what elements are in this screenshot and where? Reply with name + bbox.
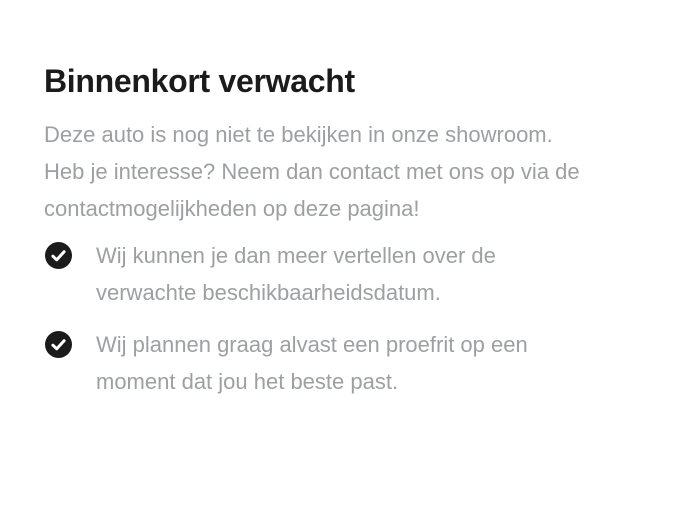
feature-text [96,237,496,311]
intro-line-2: Heb je interesse? Neem dan contact met ons op via de [44,159,580,184]
intro-text [44,116,600,227]
list-item [44,326,600,400]
feature-line: Wij kunnen je dan meer vertellen over de [96,243,496,268]
check-circle-icon [45,331,72,358]
feature-text [96,326,528,400]
check-circle-bg [45,242,72,269]
check-circle-bg [45,331,72,358]
intro-line-3: contactmogelijkheden op deze pagina! [44,196,420,221]
feature-line: verwachte beschikbaarheidsdatum. [96,280,441,305]
feature-list [44,237,600,400]
intro-line-1: Deze auto is nog niet te bekijken in onze showroom. [44,122,553,147]
list-item [44,237,600,311]
check-circle-icon [45,242,72,269]
page-title: Binnenkort verwacht [44,63,355,99]
feature-line: Wij plannen graag alvast een proefrit op een [96,332,528,357]
feature-line: moment dat jou het beste past. [96,369,399,394]
